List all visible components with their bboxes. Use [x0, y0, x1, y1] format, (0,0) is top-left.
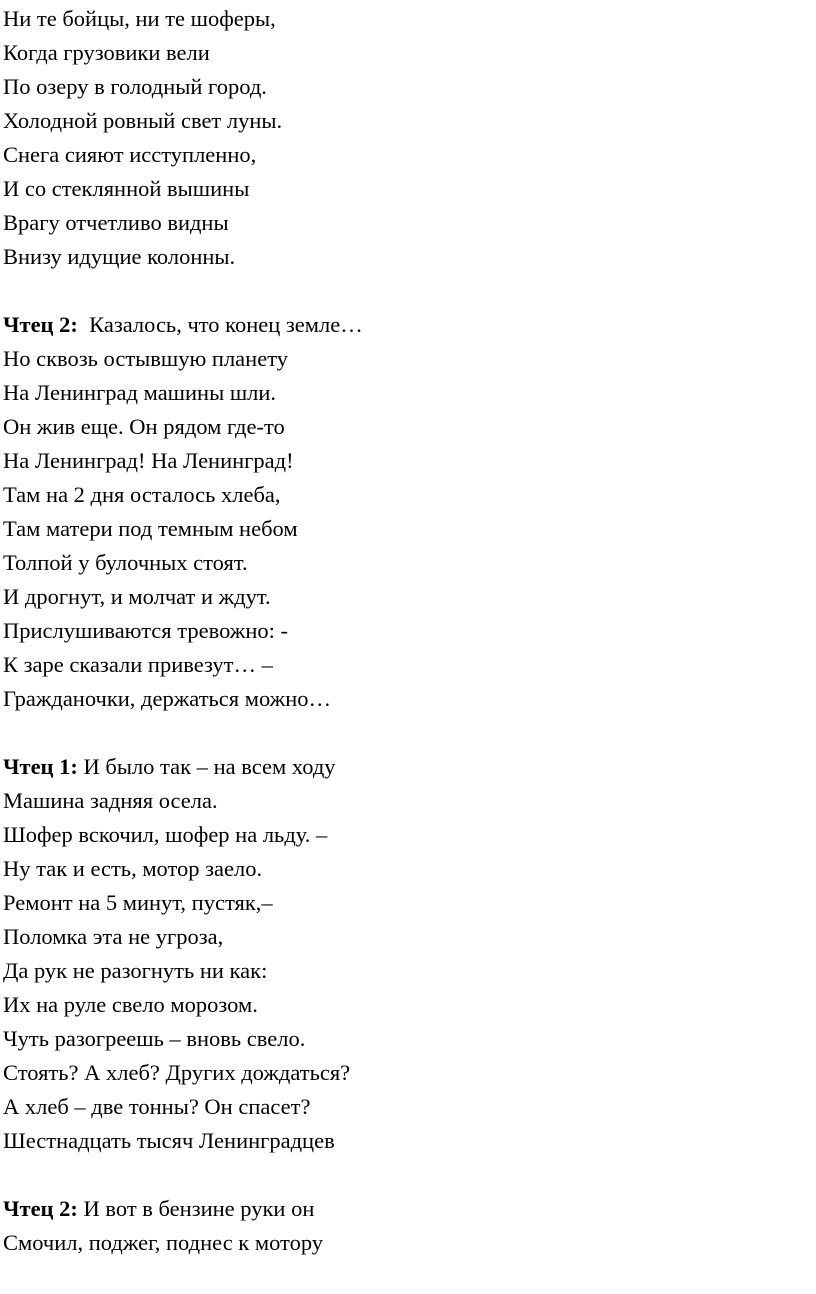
- speaker-line: [3, 750, 803, 784]
- poem-line: Чуть разогреешь – вновь свело.: [3, 1026, 306, 1051]
- poem-line: Стоять? А хлеб? Других дождаться?: [3, 1060, 351, 1085]
- poem-line-text: И было так – на всем ходу: [77, 754, 336, 779]
- stanza-1: [3, 2, 803, 274]
- poem-line: Смочил, поджег, поднес к мотору: [3, 1230, 324, 1255]
- poem-line: Холодной ровный свет луны.: [3, 108, 283, 133]
- poem-line: Шестнадцать тысяч Ленинградцев: [3, 1128, 335, 1153]
- speaker-label: Чтец 1:: [3, 754, 78, 779]
- poem-line: А хлеб – две тонны? Он спасет?: [3, 1094, 311, 1119]
- poem-line: Внизу идущие колонны.: [3, 244, 236, 269]
- speaker-label: Чтец 2:: [3, 1196, 78, 1221]
- poem-line: На Ленинград! На Ленинград!: [3, 448, 294, 473]
- poem-line: Ни те бойцы, ни те шоферы,: [3, 6, 276, 31]
- poem-line: Гражданочки, держаться можно…: [3, 686, 332, 711]
- poem-line: К заре сказали привезут… –: [3, 652, 273, 677]
- poem-line-text: И вот в бензине руки он: [77, 1196, 315, 1221]
- poem-line: Поломка эта не угроза,: [3, 924, 224, 949]
- speaker-line: [3, 308, 803, 342]
- poem-line: На Ленинград машины шли.: [3, 380, 277, 405]
- poem-line: Машина задняя осела.: [3, 788, 218, 813]
- poem-line: Толпой у булочных стоят.: [3, 550, 248, 575]
- poem-line: Врагу отчетливо видны: [3, 210, 229, 235]
- poem-line: Снега сияют исступленно,: [3, 142, 257, 167]
- speaker-line: [3, 1192, 803, 1226]
- poem-line: И со стеклянной вышины: [3, 176, 250, 201]
- poem-line: Он жив еще. Он рядом где-то: [3, 414, 285, 439]
- stanza-4: [3, 1192, 803, 1260]
- poem-line: Когда грузовики вели: [3, 40, 210, 65]
- poem-line: Там на 2 дня осталось хлеба,: [3, 482, 281, 507]
- poem-line: Шофер вскочил, шофер на льду. –: [3, 822, 328, 847]
- stanza-3: [3, 750, 803, 1158]
- poem-text: [3, 2, 803, 1294]
- poem-line: Ремонт на 5 минут, пустяк,–: [3, 890, 273, 915]
- poem-line: Прислушиваются тревожно: -: [3, 618, 288, 643]
- speaker-label: Чтец 2:: [3, 312, 78, 337]
- poem-line: Ну так и есть, мотор заело.: [3, 856, 263, 881]
- poem-line: По озеру в голодный город.: [3, 74, 267, 99]
- poem-line-text: Казалось, что конец земле…: [77, 312, 363, 337]
- poem-line: Да рук не разогнуть ни как:: [3, 958, 268, 983]
- stanza-2: [3, 308, 803, 716]
- poem-line: И дрогнут, и молчат и ждут.: [3, 584, 271, 609]
- poem-line: Но сквозь остывшую планету: [3, 346, 288, 371]
- poem-line: Там матери под темным небом: [3, 516, 298, 541]
- poem-line: Их на руле свело морозом.: [3, 992, 258, 1017]
